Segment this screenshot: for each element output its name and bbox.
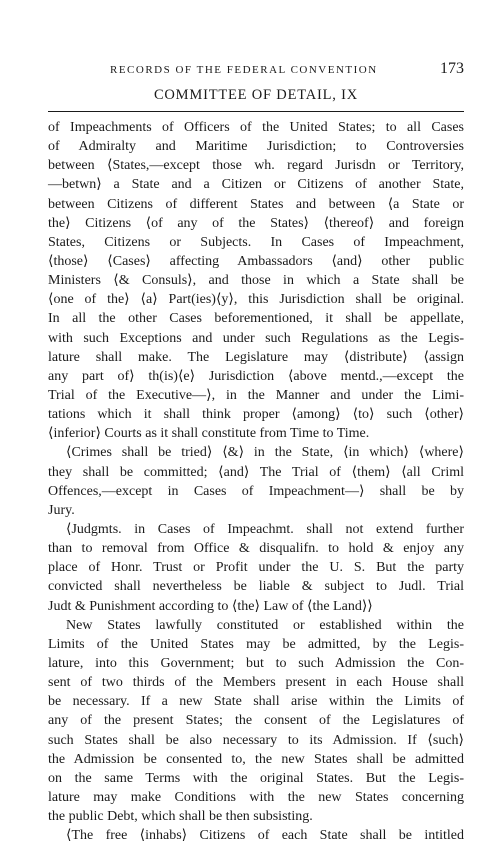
text-line: ⟨The free ⟨inhabs⟩ Citizens of each State shall be intitled <box>66 828 464 844</box>
text-line: convicted shall nevertheless be liable & subject to Judl. Trial <box>48 579 464 595</box>
text-line: any of the present States; the consent of the Legislatures of <box>48 713 464 729</box>
text-line: such States shall be also necessary to its Admission. If ⟨such⟩ <box>48 732 464 748</box>
text-line: Trial of the Executive—⟩, in the Manner and under the Limi- <box>48 387 464 403</box>
text-line: ⟨inferior⟩ Courts as it shall constitute from Time to Time. <box>48 426 370 442</box>
text-line: sent of two thirds of the Members present in each House shall <box>48 675 464 691</box>
page-number: 173 <box>440 60 464 77</box>
text-line: between Citizens of different States and between ⟨a State or <box>48 196 464 212</box>
text-line: of Impeachments of Officers of the United States; to all Cases <box>48 120 464 135</box>
text-line: ⟨Crimes shall be tried⟩ ⟨&⟩ in the State, ⟨in which⟩ ⟨where⟩ <box>66 445 464 461</box>
text-line: ⟨Judgmts. in Cases of Impeachmt. shall not extend further <box>66 521 464 537</box>
text-line: States, Citizens or Subjects. In Cases of Impeachment, <box>48 234 464 250</box>
text-line: between ⟨States,—except those wh. regard Jurisdn or Territory, <box>48 158 464 174</box>
text-line: Offences,—except in Cases of Impeachment—⟩ shall be by <box>48 483 464 499</box>
text-line: Limits of the United States may be admitted, by the Legis- <box>48 636 464 652</box>
running-title: RECORDS OF THE FEDERAL CONVENTION <box>110 64 378 76</box>
text-line: lature, into this Government; but to such Admission the Con- <box>48 655 464 671</box>
running-head <box>48 60 464 80</box>
text-line: ⟨those⟩ ⟨Cases⟩ affecting Ambassadors ⟨and⟩ other public <box>48 253 464 269</box>
text-line: Jury. <box>48 502 75 518</box>
text-line: than to removal from Office & disqualifn. to hold & enjoy any <box>48 541 464 557</box>
header-rule <box>48 111 464 112</box>
body-text <box>48 118 464 845</box>
text-line: lature shall make. The Legislature may ⟨distribute⟩ ⟨assign <box>48 349 464 365</box>
text-line: the⟩ Citizens ⟨of any of the States⟩ ⟨thereof⟩ and foreign <box>48 215 464 231</box>
text-line: with such Exceptions and under such Regulations as the Legis- <box>48 330 464 346</box>
text-line: Ministers ⟨& Consuls⟩, and those in which a State shall be <box>48 273 464 289</box>
text-line: the public Debt, which shall be then subsisting. <box>48 809 313 825</box>
text-line: place of Honr. Trust or Profit under the U. S. But the party <box>48 560 464 576</box>
text-line: be necessary. If a new State shall arise within the Limits of <box>48 694 464 710</box>
text-line: —betwn⟩ a State and a Citizen or Citizens of another State, <box>48 177 464 193</box>
section-title: COMMITTEE OF DETAIL, IX <box>153 87 359 103</box>
text-line: tations which it shall think proper ⟨among⟩ ⟨to⟩ such ⟨other⟩ <box>48 407 464 423</box>
text-line: the Admission be consented to, the new States shall be admitted <box>48 751 464 767</box>
text-line: Judt & Punishment according to ⟨the⟩ Law of ⟨the Land⟩⟩ <box>48 598 373 614</box>
text-line: any part of⟩ th(is)⟨e⟩ Jurisdiction ⟨above mentd.,—except the <box>48 368 464 384</box>
text-line: New States lawfully constituted or established within the <box>66 617 464 633</box>
text-line: on the same Terms with the original States. But the Legis- <box>48 770 464 786</box>
text-line: of Admiralty and Maritime Jurisdiction; to Controversies <box>48 139 464 155</box>
text-line: ⟨one of the⟩ ⟨a⟩ Part(ies)⟨y⟩, this Jurisdiction shall be original. <box>48 292 464 308</box>
text-line: In all the other Cases beforementioned, it shall be appellate, <box>48 311 464 327</box>
text-line: lature may make Conditions with the new States concerning <box>48 789 464 805</box>
text-line: they shall be committed; ⟨and⟩ The Trial of ⟨them⟩ ⟨all Criml <box>48 464 464 480</box>
